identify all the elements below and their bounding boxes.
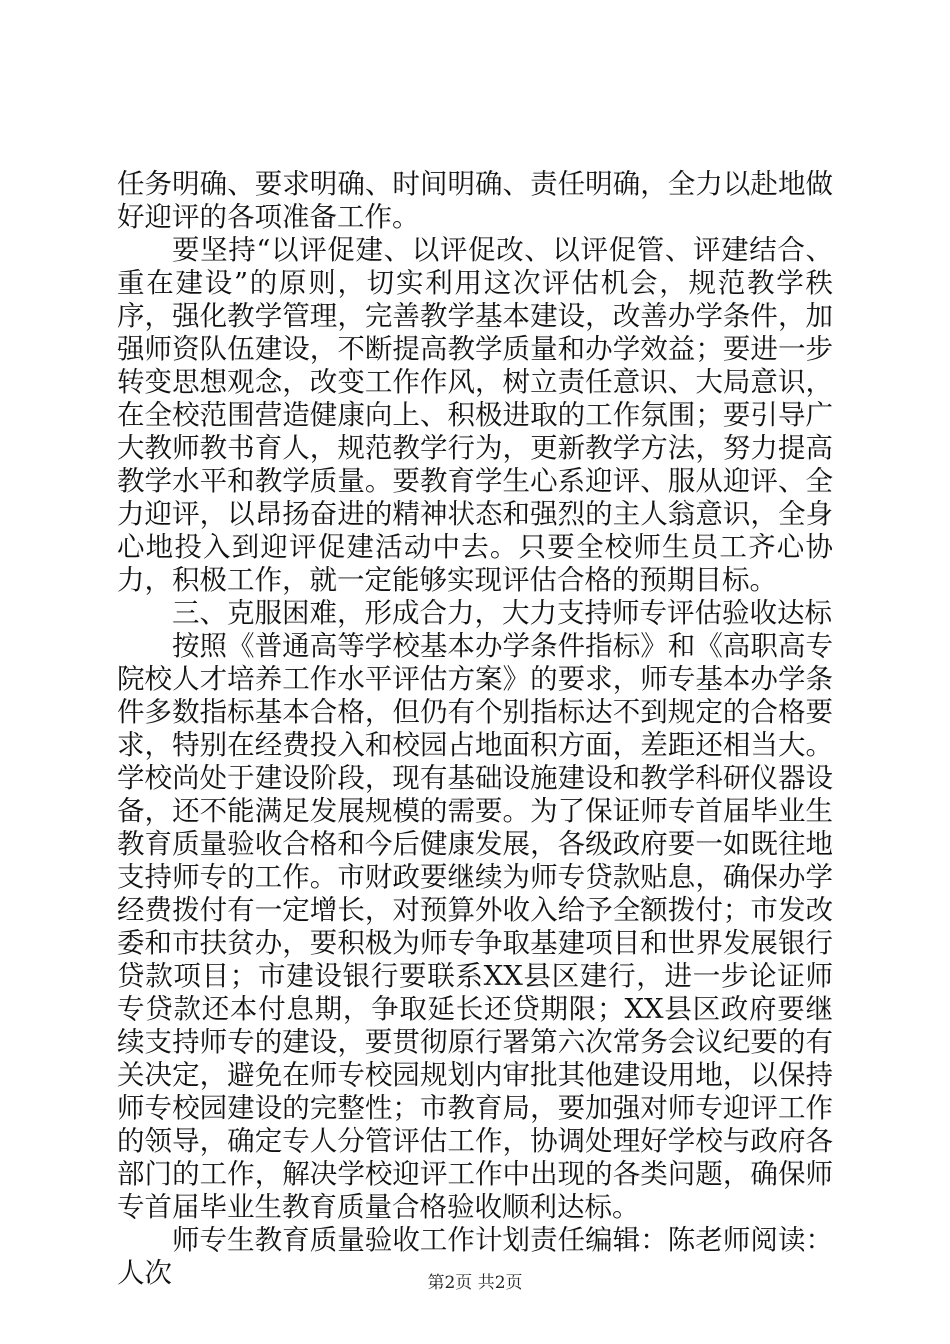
page-footer: 第2页 共2页: [427, 1273, 523, 1293]
paragraph-2: 要坚持“以评促建、以评促改、以评促管、评建结合、重在建设”的原则，切实利用这次评估机会，规范教学秩序，强化教学管理，完善教学基本建设，改善办学条件，加强师资队伍建设，不断提高教学质量和办学效益；要进一步转变思想观念，改变工作作风，树立责任意识、大局意识，在全校范围营造健康向上、积极进取的工作氛围；要引导广大教师教书育人，规范教学行为，更新教学方法，努力提高教学水平和教学质量。要教育学生心系迎评、服从迎评、全力迎评，以昂扬奋进的精神状态和强烈的主人翁意识，全身心地投入到迎评促建活动中去。只要全校师生员工齐心协力，积极工作，就一定能够实现评估合格的预期目标。: [117, 234, 833, 596]
paragraph-4: 师专生教育质量验收工作计划责任编辑：陈老师阅读：人次: [117, 1224, 833, 1289]
document-body: [117, 168, 833, 1290]
section-heading: 三、克服困难，形成合力，大力支持师专评估验收达标: [172, 597, 832, 629]
paragraph-1: 任务明确、要求明确、时间明确、责任明确，全力以赴地做好迎评的各项准备工作。: [117, 168, 833, 233]
paragraph-3: 按照《普通高等学校基本办学条件指标》和《高职高专院校人才培养工作水平评估方案》的要求，师专基本办学条件多数指标基本合格，但仍有个别指标达不到规定的合格要求，特别在经费投入和校园占地面积方面，差距还相当大。学校尚处于建设阶段，现有基础设施建设和教学科研仪器设备，还不能满足发展规模的需要。为了保证师专首届毕业生教育质量验收合格和今后健康发展，各级政府要一如既往地支持师专的工作。市财政要继续为师专贷款贴息，确保办学经费拨付有一定增长，对预算外收入给予全额拨付；市发改委和市扶贫办，要积极为师专争取基建项目和世界发展银行贷款项目；市建设银行要联系XX县区建行，进一步论证师专贷款还本付息期，争取延长还贷期限；XX县区政府要继续支持师专的建设，要贯彻原行署第六次常务会议纪要的有关决定，避免在师专校园规划内审批其他建设用地，以保持师专校园建设的完整性；市教育局，要加强对师专迎评工作的领导，确定专人分管评估工作，协调处理好学校与政府各部门的工作，解决学校迎评工作中出现的各类问题，确保师专首届毕业生教育质量合格验收顺利达标。: [117, 630, 833, 1223]
